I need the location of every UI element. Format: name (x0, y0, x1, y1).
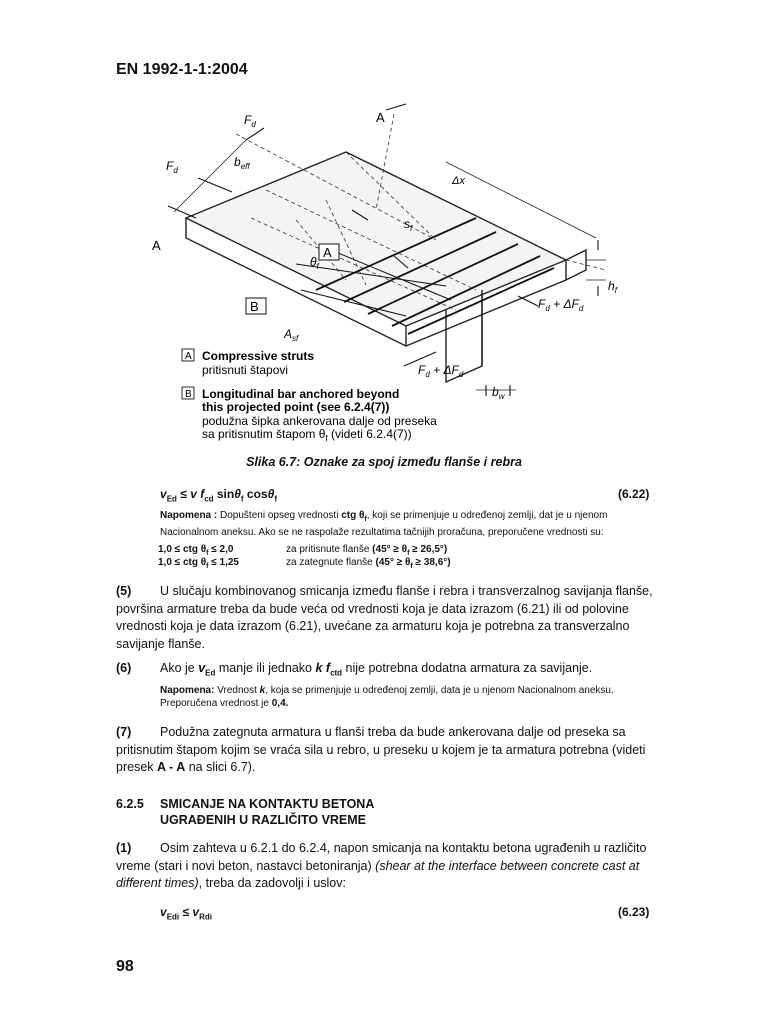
svg-text:pritisnuti štapovi: pritisnuti štapovi (202, 363, 289, 377)
svg-text:this projected point (see 6.2.: this projected point (see 6.2.4(7)) (202, 400, 390, 414)
note-k-value: Napomena: Vrednost k, koja se primenjuje u određenoj zemlji, data je u njenom Nacionalnom aneksu. Preporučena vrednost je 0,4. (160, 685, 614, 709)
svg-text:B: B (185, 389, 192, 400)
paragraph-5: (5) U slučaju kombinovanog smicanja između flanše i rebra i transverzalnog savijanja flanše, površina armature treba da bude veća od vrednosti koja je data izrazom (6.21) ili od polovine vrednosti koja je data izrazom (6.21), uvećane za armaturu koja je potrebna za transverzalno savijanje flanše. (116, 584, 653, 651)
equation-6-23: $v_{Edi} \le v_{Rdi}$ (160, 905, 212, 922)
svg-text:Asf: $A_{sf}$ (284, 327, 299, 343)
svg-text:Longitudinal bar anchored beyo: Longitudinal bar anchored beyond (202, 387, 400, 401)
figure-caption: Slika 6.7: Oznake za spoj između flanše i rebra (246, 455, 522, 469)
range-tension-condition: 1,0 ≤ ctg $\theta_f \le 1,25$ (158, 557, 239, 570)
paragraph-1: (1) Osim zahteva u 6.2.1 do 6.2.4, napon smicanja na kontaktu betona ugrađenih u različito vreme (stari i novi beton, nastavci betoniranja) (shear at the interface between concrete cast at different times), treba da zadovolji i uslov: (116, 841, 647, 890)
svg-text:hf: $h_f$ (608, 279, 617, 295)
paragraph-7: (7) Podužna zategnuta armatura u flanši treba da bude ankerovana dalje od preseka sa pritisnutim štapom kojim se vraća sila u rebro, u preseku u kojem je ta armatura potrebna (videti presek A - A na slici 6.7). (116, 725, 646, 774)
range-tension-desc: za zategnute flanše $(45^\circ \ge \theta_f \ge 38,6^\circ)$ (286, 557, 451, 570)
svg-text:A: A (376, 110, 385, 125)
equation-number-6-23: (6.23) (618, 905, 650, 919)
svg-text:podužna šipka ankerovana dalje: podužna šipka ankerovana dalje od preseka (202, 414, 437, 428)
svg-text:Fd + ΔFd: $F_d + \Delta F_d$ (418, 363, 464, 379)
equation-6-22: $v_{Ed} \le v$ $f_{cd}$ sinθ$_f$ cosθ$_f$ (160, 487, 277, 504)
svg-text:sf: $s_f$ (404, 217, 413, 233)
svg-text:Compressive struts: Compressive struts (202, 349, 315, 363)
figure-flange-web-joint (146, 100, 620, 446)
svg-text:A: A (323, 245, 332, 260)
document-header: EN 1992-1-1:2004 (116, 61, 248, 78)
svg-text:bw: $b_w$ (492, 385, 505, 401)
paragraph-6: (6) Ako je $v_{Ed}$ manje ili jednako k $f_{ctd}$ nije potrebna dodatna armatura za savijanje. (116, 661, 593, 678)
svg-text:θf: $\theta_f$ (310, 255, 319, 271)
svg-text:beff: $b_{eff}$ (234, 155, 250, 171)
equation-number-6-22: (6.22) (618, 487, 650, 501)
svg-text:Δx: Δx (452, 175, 465, 187)
note-ctg-range: Napomena : Dopušteni opseg vrednosti ctg $\theta_f$, koji se primenjuje u određenoj zemlji, dat je u njenom Nacionalnom aneksu. Ako se ne raspolaže rezultatima tačnijih proračuna, preporučene vrednosti su: (160, 510, 608, 538)
svg-text:Fd: $F_d$ (244, 113, 256, 129)
section-heading-6-2-5: 6.2.5 SMICANJE NA KONTAKTU BETONA UGRAĐENIH U RAZLIČITO VREME (116, 797, 375, 827)
svg-text:Fd + ΔFd: $F_d + \Delta F_d$ (538, 297, 584, 313)
svg-text:A: A (185, 351, 192, 362)
svg-text:A: A (152, 238, 161, 253)
svg-text:Fd: $F_d$ (166, 159, 178, 175)
range-compressed-desc: za pritisnute flanše $(45^\circ \ge \theta_f \ge 26,5^\circ)$ (286, 544, 448, 557)
svg-text:B: B (250, 299, 259, 314)
page-number: 98 (116, 958, 134, 975)
svg-text:sa pritisnutim štapom θf (vide: sa pritisnutim štapom $\theta_f$ (videti 6.2.4(7)) (202, 427, 412, 443)
range-compressed-condition: 1,0 ≤ ctg $\theta_f \le 2,0$ (158, 544, 234, 557)
